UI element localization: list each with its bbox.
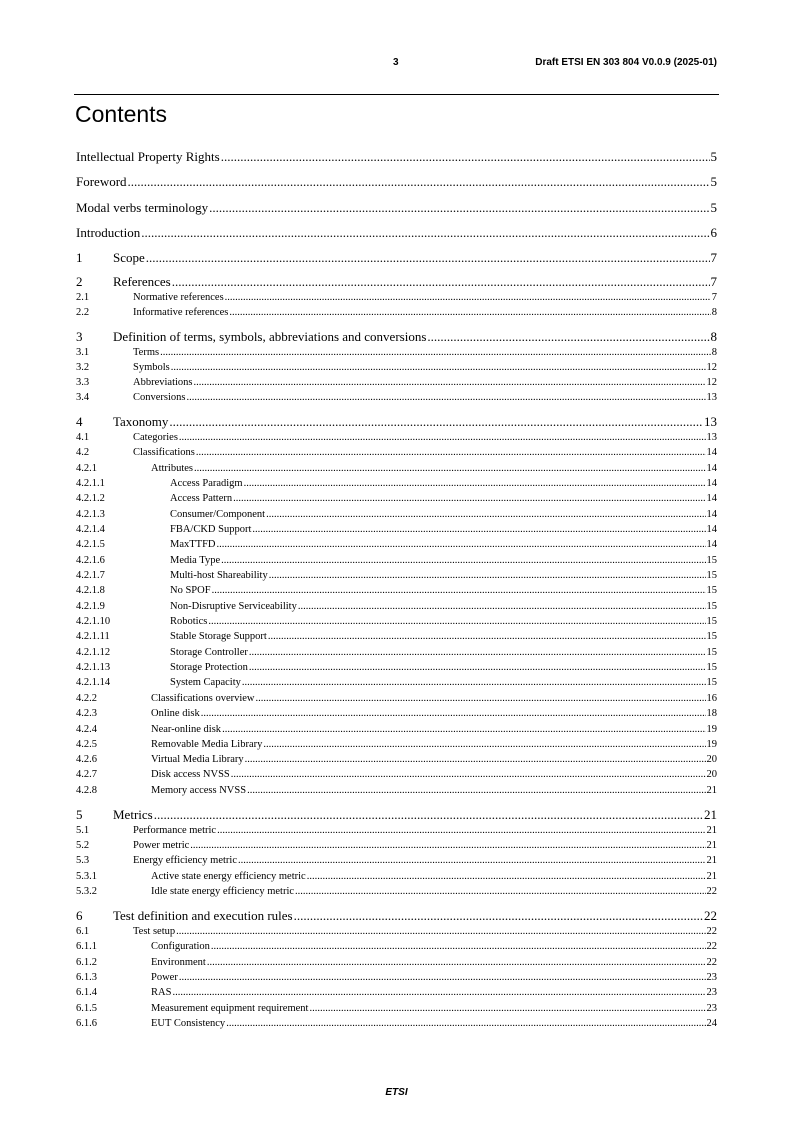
toc-entry-page: 7 — [710, 250, 717, 265]
toc-entry-page: 16 — [706, 693, 717, 704]
toc-leader-dots — [187, 392, 706, 403]
toc-entry-number: 4.2.8 — [76, 785, 97, 796]
toc-leader-dots — [201, 708, 706, 719]
toc-entry-title: Power — [151, 972, 178, 983]
toc-entry-page: 15 — [706, 616, 717, 627]
toc-entry-page: 18 — [706, 708, 717, 719]
toc-entry-page: 7 — [710, 274, 717, 289]
toc-entry-page: 8 — [711, 307, 717, 318]
toc-leader-dots — [266, 509, 705, 520]
toc-entry[interactable] — [76, 616, 717, 627]
toc-entry-number: 6.1.6 — [76, 1018, 97, 1029]
toc-entry-page: 13 — [706, 432, 717, 443]
toc-entry-title: Storage Controller — [170, 647, 248, 658]
toc-entry-title: Definition of terms, symbols, abbreviations and conversions — [113, 329, 427, 344]
toc-entry[interactable] — [76, 754, 717, 765]
toc-leader-dots — [238, 855, 706, 866]
toc-leader-dots — [263, 739, 705, 750]
toc-leader-dots — [217, 825, 705, 836]
toc-entry-title: Active state energy efficiency metric — [151, 871, 306, 882]
toc-entry[interactable] — [76, 539, 717, 550]
toc-entry-page: 13 — [704, 414, 717, 429]
toc-leader-dots — [307, 871, 706, 882]
toc-entry-title: Abbreviations — [133, 377, 193, 388]
toc-entry-page: 22 — [706, 926, 717, 937]
toc-entry[interactable] — [76, 941, 717, 952]
toc-entry[interactable] — [76, 307, 717, 318]
header-rule — [74, 94, 719, 95]
toc-entry[interactable] — [76, 585, 717, 596]
toc-entry-number: 6.1.4 — [76, 987, 97, 998]
toc-entry-page: 21 — [706, 855, 717, 866]
toc-entry-title: Normative references — [133, 292, 224, 303]
toc-leader-dots — [252, 524, 705, 535]
toc-entry-page: 19 — [706, 739, 717, 750]
toc-entry[interactable] — [76, 840, 717, 851]
toc-leader-dots — [221, 149, 710, 165]
toc-entry-title: Intellectual Property Rights — [76, 149, 220, 164]
toc-entry-title: Energy efficiency metric — [133, 855, 237, 866]
toc-entry-title: Scope — [113, 250, 145, 265]
toc-entry-page: 15 — [706, 601, 717, 612]
toc-entry-title: Test setup — [133, 926, 176, 937]
toc-leader-dots — [179, 972, 706, 983]
toc-entry-page: 5 — [710, 149, 717, 164]
toc-entry-number: 4.2.1 — [76, 463, 97, 474]
toc-entry-title: Classifications — [133, 447, 195, 458]
toc-entry-page: 20 — [706, 754, 717, 765]
toc-entry-title: Categories — [133, 432, 178, 443]
toc-leader-dots — [225, 292, 711, 303]
toc-entry[interactable] — [76, 174, 717, 190]
toc-entry[interactable] — [76, 225, 717, 241]
toc-entry-number: 5.3 — [76, 855, 90, 866]
toc-entry-number: 6.1.3 — [76, 972, 97, 983]
toc-entry[interactable] — [76, 509, 717, 520]
toc-entry[interactable] — [76, 329, 717, 345]
toc-entry-page: 21 — [706, 871, 717, 882]
toc-leader-dots — [176, 926, 705, 937]
toc-entry[interactable] — [76, 555, 717, 566]
toc-entry[interactable] — [76, 447, 717, 458]
toc-entry-title: References — [113, 274, 171, 289]
toc-entry-title: Multi-host Shareability — [170, 570, 268, 581]
header-document-title: Draft ETSI EN 303 804 V0.0.9 (2025-01) — [535, 57, 717, 68]
toc-leader-dots — [298, 601, 706, 612]
toc-entry-number: 6 — [76, 908, 83, 923]
toc-entry[interactable] — [76, 1003, 717, 1014]
toc-entry-number: 6.1.5 — [76, 1003, 97, 1014]
toc-entry-number: 6.1.1 — [76, 941, 97, 952]
toc-entry-title: EUT Consistency — [151, 1018, 226, 1029]
toc-entry-page: 23 — [706, 987, 717, 998]
toc-entry-title: Introduction — [76, 225, 141, 240]
toc-entry-page: 5 — [710, 174, 717, 189]
toc-entry[interactable] — [76, 362, 717, 373]
toc-entry-number: 2.1 — [76, 292, 90, 303]
toc-entry-number: 4.2.1.9 — [76, 601, 105, 612]
toc-entry[interactable] — [76, 478, 717, 489]
toc-leader-dots — [249, 647, 706, 658]
toc-entry-page: 21 — [706, 785, 717, 796]
toc-leader-dots — [172, 274, 710, 290]
toc-entry-page: 23 — [706, 1003, 717, 1014]
toc-entry-number: 4.2.1.6 — [76, 555, 105, 566]
toc-entry-number: 4.2.1.14 — [76, 677, 111, 688]
toc-entry[interactable] — [76, 957, 717, 968]
toc-entry-number: 4.2.1.13 — [76, 662, 111, 673]
toc-entry-title: Symbols — [133, 362, 170, 373]
toc-entry-page: 7 — [711, 292, 717, 303]
toc-entry-title: Memory access NVSS — [151, 785, 247, 796]
toc-entry-number: 4.1 — [76, 432, 90, 443]
toc-entry-number: 5.1 — [76, 825, 90, 836]
toc-entry-number: 4.2.2 — [76, 693, 97, 704]
toc-entry-number: 4.2.1.8 — [76, 585, 105, 596]
toc-entry-title: Foreword — [76, 174, 127, 189]
toc-leader-dots — [247, 785, 705, 796]
toc-entry[interactable] — [76, 662, 717, 673]
toc-entry-page: 14 — [706, 493, 717, 504]
toc-entry-title: Disk access NVSS — [151, 769, 230, 780]
toc-leader-dots — [294, 908, 703, 924]
toc-entry-title: Test definition and execution rules — [113, 908, 293, 923]
toc-entry-title: Media Type — [170, 555, 221, 566]
toc-entry-page: 15 — [706, 555, 717, 566]
toc-entry-number: 4.2.1.5 — [76, 539, 105, 550]
toc-entry-number: 4.2.1.10 — [76, 616, 111, 627]
toc-entry-page: 15 — [706, 570, 717, 581]
toc-leader-dots — [222, 724, 705, 735]
toc-leader-dots — [221, 555, 705, 566]
toc-entry-number: 4.2.3 — [76, 708, 97, 719]
toc-leader-dots — [268, 631, 706, 642]
toc-entry[interactable] — [76, 292, 717, 303]
toc-entry-page: 12 — [706, 377, 717, 388]
toc-entry[interactable] — [76, 601, 717, 612]
toc-entry[interactable] — [76, 493, 717, 504]
toc-leader-dots — [209, 200, 709, 216]
toc-entry-title: Performance metric — [133, 825, 217, 836]
toc-leader-dots — [212, 585, 706, 596]
toc-entry[interactable] — [76, 769, 717, 780]
toc-entry[interactable] — [76, 432, 717, 443]
toc-leader-dots — [196, 447, 706, 458]
toc-entry-page: 14 — [706, 447, 717, 458]
toc-leader-dots — [160, 347, 711, 358]
toc-entry-title: Configuration — [151, 941, 210, 952]
toc-entry[interactable] — [76, 647, 717, 658]
toc-entry-number: 6.1 — [76, 926, 90, 937]
toc-leader-dots — [233, 493, 705, 504]
toc-entry-number: 4.2.1.2 — [76, 493, 105, 504]
toc-entry-title: MaxTTFD — [170, 539, 216, 550]
toc-entry-title: Measurement equipment requirement — [151, 1003, 309, 1014]
toc-entry[interactable] — [76, 463, 717, 474]
toc-leader-dots — [211, 941, 706, 952]
toc-entry[interactable] — [76, 724, 717, 735]
toc-leader-dots — [208, 616, 705, 627]
toc-entry-title: Taxonomy — [113, 414, 169, 429]
toc-leader-dots — [146, 250, 710, 266]
toc-entry-number: 5 — [76, 807, 83, 822]
toc-entry-page: 14 — [706, 524, 717, 535]
toc-leader-dots — [226, 1018, 705, 1029]
toc-entry[interactable] — [76, 200, 717, 216]
toc-leader-dots — [245, 754, 706, 765]
toc-entry-number: 5.3.1 — [76, 871, 97, 882]
toc-entry[interactable] — [76, 250, 717, 266]
toc-entry-page: 22 — [704, 908, 717, 923]
toc-entry-title: Non-Disruptive Serviceability — [170, 601, 297, 612]
toc-entry-number: 4.2.7 — [76, 769, 97, 780]
toc-entry[interactable] — [76, 677, 717, 688]
toc-entry-page: 15 — [706, 647, 717, 658]
toc-entry[interactable] — [76, 414, 717, 430]
toc-entry-number: 4.2 — [76, 447, 90, 458]
footer-etsi: ETSI — [385, 1087, 408, 1098]
toc-entry[interactable] — [76, 377, 717, 388]
toc-entry[interactable] — [76, 926, 717, 937]
toc-entry[interactable] — [76, 807, 717, 823]
toc-leader-dots — [194, 377, 706, 388]
toc-entry-title: Power metric — [133, 840, 190, 851]
toc-leader-dots — [309, 1003, 705, 1014]
toc-entry-number: 3.3 — [76, 377, 90, 388]
toc-entry[interactable] — [76, 886, 717, 897]
toc-entry-title: Access Paradigm — [170, 478, 243, 489]
toc-entry-number: 4.2.1.7 — [76, 570, 105, 581]
toc-entry-title: Stable Storage Support — [170, 631, 267, 642]
toc-entry-page: 14 — [706, 539, 717, 550]
toc-entry-page: 15 — [706, 585, 717, 596]
toc-leader-dots — [128, 174, 710, 190]
toc-leader-dots — [207, 957, 706, 968]
toc-entry-number: 3.2 — [76, 362, 90, 373]
toc-entry-page: 19 — [706, 724, 717, 735]
toc-entry-title: Online disk — [151, 708, 200, 719]
toc-entry[interactable] — [76, 855, 717, 866]
toc-entry-page: 6 — [710, 225, 717, 240]
toc-leader-dots — [141, 225, 709, 241]
toc-entry-title: Classifications overview — [151, 693, 255, 704]
toc-entry-number: 4.2.1.4 — [76, 524, 105, 535]
toc-leader-dots — [171, 362, 706, 373]
toc-entry-page: 13 — [706, 392, 717, 403]
toc-entry-title: Storage Protection — [170, 662, 248, 673]
toc-entry[interactable] — [76, 274, 717, 290]
toc-entry-page: 8 — [711, 347, 717, 358]
contents-title: Contents — [75, 101, 168, 127]
toc-leader-dots — [231, 769, 706, 780]
toc-entry-number: 4.2.1.1 — [76, 478, 105, 489]
toc-entry[interactable] — [76, 524, 717, 535]
toc-entry-number: 3.1 — [76, 347, 90, 358]
toc-entry-title: Access Pattern — [170, 493, 233, 504]
toc-entry-title: Environment — [151, 957, 206, 968]
toc-entry-title: Consumer/Component — [170, 509, 266, 520]
toc-entry-title: No SPOF — [170, 585, 211, 596]
toc-leader-dots — [244, 478, 706, 489]
toc-entry-page: 21 — [706, 825, 717, 836]
toc-entry-title: FBA/CKD Support — [170, 524, 252, 535]
toc-entry-title: Idle state energy efficiency metric — [151, 886, 295, 897]
toc-entry[interactable] — [76, 693, 717, 704]
toc-entry-title: Modal verbs terminology — [76, 200, 209, 215]
toc-entry-number: 4.2.1.12 — [76, 647, 111, 658]
toc-entry[interactable] — [76, 871, 717, 882]
toc-entry-title: Metrics — [113, 807, 153, 822]
toc-entry[interactable] — [76, 631, 717, 642]
toc-entry-page: 22 — [706, 957, 717, 968]
toc-entry-number: 4.2.6 — [76, 754, 97, 765]
toc-entry-number: 5.2 — [76, 840, 90, 851]
toc-entry-page: 15 — [706, 677, 717, 688]
toc-entry-number: 2.2 — [76, 307, 90, 318]
toc-leader-dots — [229, 307, 710, 318]
toc-leader-dots — [242, 677, 706, 688]
toc-entry-title: Terms — [133, 347, 160, 358]
toc-entry-page: 15 — [706, 662, 717, 673]
toc-leader-dots — [427, 329, 709, 345]
toc-leader-dots — [154, 807, 703, 823]
header-page-number: 3 — [393, 57, 399, 68]
toc-entry[interactable] — [76, 570, 717, 581]
toc-entry[interactable] — [76, 972, 717, 983]
toc-entry-page: 8 — [710, 329, 717, 344]
toc-entry-title: System Capacity — [170, 677, 241, 688]
toc-entry-number: 4.2.1.3 — [76, 509, 105, 520]
toc-entry-number: 1 — [76, 250, 83, 265]
toc-entry-page: 24 — [706, 1018, 717, 1029]
toc-entry-page: 15 — [706, 631, 717, 642]
toc-entry-title: Conversions — [133, 392, 186, 403]
toc-entry[interactable] — [76, 149, 717, 165]
toc-entry[interactable] — [76, 347, 717, 358]
toc-entry-page: 14 — [706, 509, 717, 520]
toc-leader-dots — [295, 886, 705, 897]
toc-leader-dots — [194, 463, 706, 474]
toc-leader-dots — [172, 987, 705, 998]
toc-entry-number: 6.1.2 — [76, 957, 97, 968]
toc-entry[interactable] — [76, 987, 717, 998]
toc-entry-title: Attributes — [151, 463, 193, 474]
toc-entry-page: 21 — [706, 840, 717, 851]
toc-entry[interactable] — [76, 785, 717, 796]
toc-entry-number: 2 — [76, 274, 83, 289]
toc-entry-title: Removable Media Library — [151, 739, 263, 750]
toc-entry[interactable] — [76, 1018, 717, 1029]
toc-entry-number: 4.2.5 — [76, 739, 97, 750]
toc-entry[interactable] — [76, 825, 717, 836]
toc-leader-dots — [169, 414, 703, 430]
toc-entry-page: 12 — [706, 362, 717, 373]
toc-entry-number: 4.2.4 — [76, 724, 97, 735]
toc-entry-number: 3.4 — [76, 392, 90, 403]
toc-entry-page: 5 — [710, 200, 717, 215]
toc-entry-title: Near-online disk — [151, 724, 222, 735]
toc-leader-dots — [190, 840, 705, 851]
toc-leader-dots — [269, 570, 706, 581]
toc-entry-number: 3 — [76, 329, 83, 344]
toc-entry-number: 4 — [76, 414, 83, 429]
toc-entry-page: 23 — [706, 972, 717, 983]
toc-entry[interactable] — [76, 392, 717, 403]
toc-entry-number: 4.2.1.11 — [76, 631, 110, 642]
toc-entry-page: 22 — [706, 941, 717, 952]
toc-entry-page: 22 — [706, 886, 717, 897]
toc-entry-page: 14 — [706, 463, 717, 474]
toc-entry-title: Virtual Media Library — [151, 754, 244, 765]
toc-leader-dots — [256, 693, 706, 704]
toc-entry-page: 21 — [704, 807, 717, 822]
toc-entry[interactable] — [76, 739, 717, 750]
toc-entry[interactable] — [76, 908, 717, 924]
toc-entry-title: RAS — [151, 987, 172, 998]
toc-leader-dots — [217, 539, 706, 550]
toc-entry-number: 5.3.2 — [76, 886, 97, 897]
toc-leader-dots — [249, 662, 706, 673]
toc-entry[interactable] — [76, 708, 717, 719]
toc-leader-dots — [179, 432, 706, 443]
toc-entry-title: Robotics — [170, 616, 208, 627]
toc-entry-title: Informative references — [133, 307, 229, 318]
toc-entry-page: 20 — [706, 769, 717, 780]
toc-entry-page: 14 — [706, 478, 717, 489]
